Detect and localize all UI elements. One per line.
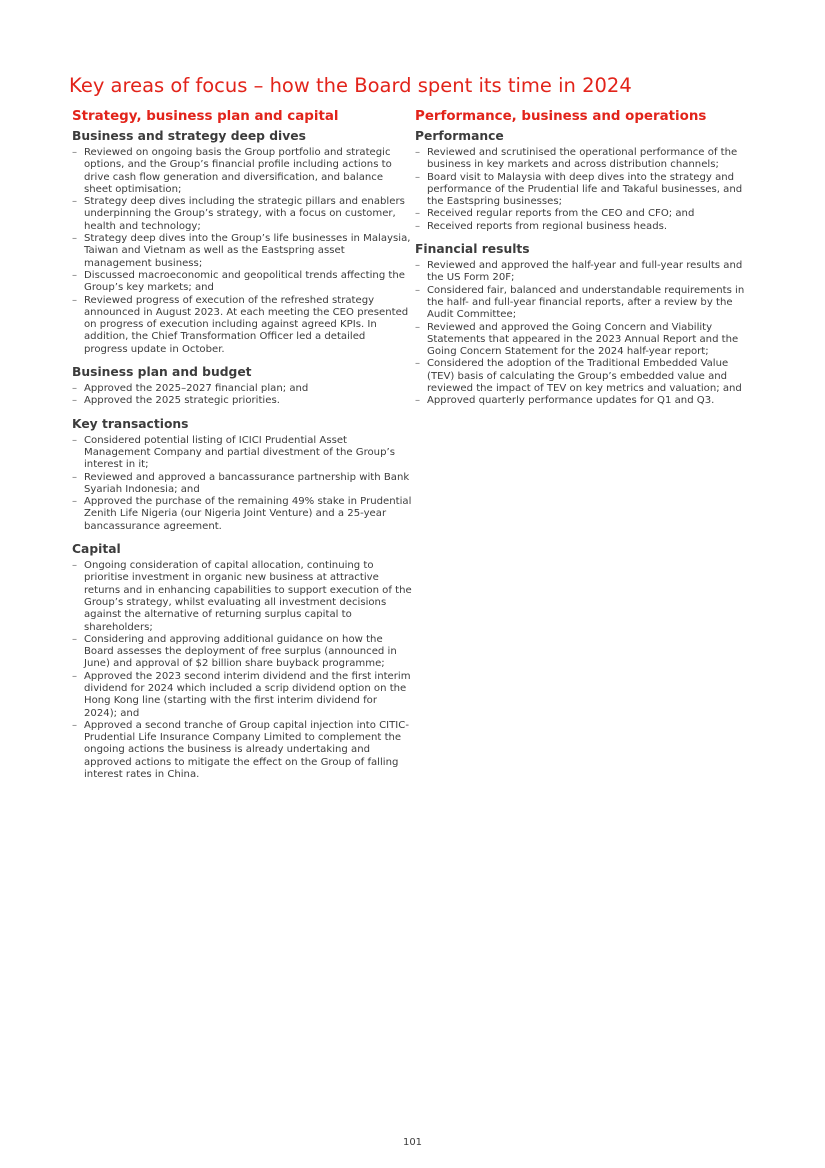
- bullet-item: – Approved the 2025 strategic priorities.: [72, 395, 412, 407]
- bullet-item: – Reviewed and approved a bancassurance partnership with Bank Syariah Indonesia; and: [72, 472, 412, 497]
- subsection-heading: Capital: [72, 542, 121, 557]
- bullet-item: – Reviewed and scrutinised the operational performance of the business in key markets and across distribution channels;: [415, 147, 755, 172]
- bullet-item: – Reviewed on ongoing basis the Group portfolio and strategic options, and the Group’s financial profile including actions to drive cash flow generation and diversification, and balance sheet optimisation;: [72, 147, 412, 196]
- right-column: [415, 108, 755, 416]
- subsection: [72, 416, 412, 533]
- subsection: [72, 541, 412, 781]
- right-column-sections: [415, 128, 755, 408]
- bullet-list: [415, 147, 755, 233]
- bullet-item: – Considered the adoption of the Traditional Embedded Value (TEV) basis of calculating the Group’s embedded value and reviewed the impact of TEV on key metrics and valuation; and: [415, 358, 755, 395]
- bullet-list: [72, 560, 412, 781]
- subsection: [72, 364, 412, 408]
- bullet-item: – Approved quarterly performance updates for Q1 and Q3.: [415, 395, 755, 407]
- bullet-item: – Received regular reports from the CEO and CFO; and: [415, 208, 755, 220]
- subsection-heading: Business plan and budget: [72, 365, 252, 380]
- subsection-heading: Business and strategy deep dives: [72, 129, 306, 143]
- left-column: [72, 108, 412, 789]
- subsection-heading: Performance: [415, 129, 504, 143]
- bullet-item: – Approved a second tranche of Group capital injection into CITIC-Prudential Life Insurance Company Limited to complement the ongoing actions the business is already undertaking and approved actions to mitigate the effect on the Group of falling interest rates in China.: [72, 720, 412, 781]
- left-column-sections: [72, 128, 412, 781]
- bullet-list: [72, 147, 412, 356]
- bullet-item: – Reviewed and approved the half-year and full-year results and the US Form 20F;: [415, 260, 755, 285]
- bullet-item: – Considering and approving additional guidance on how the Board assesses the deployment of free surplus (announced in June) and approval of $2 billion share buyback programme;: [72, 634, 412, 671]
- bullet-item: – Considered fair, balanced and understandable requirements in the half- and full-year financial reports, after a review by the Audit Committee;: [415, 285, 755, 322]
- section-title-performance: Performance, business and operations: [415, 109, 707, 124]
- subsection: [72, 128, 412, 356]
- bullet-item: – Ongoing consideration of capital allocation, continuing to prioritise investment in organic new business at attractive returns and in enhancing capabilities to support execution of the Group’s strategy, whilst evaluating all investment decisions against the alternative of returning surplus capital to shareholders;: [72, 560, 412, 634]
- bullet-item: – Board visit to Malaysia with deep dives into the strategy and performance of the Prudential life and Takaful businesses, and the Eastspring businesses;: [415, 172, 755, 209]
- bullet-item: – Approved the purchase of the remaining 49% stake in Prudential Zenith Life Nigeria (our Nigeria Joint Venture) and a 25-year bancassurance agreement.: [72, 496, 412, 533]
- subsection: [415, 241, 755, 408]
- page-title: Key areas of focus – how the Board spent its time in 2024: [69, 74, 632, 97]
- bullet-list: [72, 383, 412, 408]
- bullet-item: – Considered potential listing of ICICI Prudential Asset Management Company and partial divestment of the Group’s interest in it;: [72, 435, 412, 472]
- section-title-strategy: Strategy, business plan and capital: [72, 109, 339, 124]
- bullet-item: – Reviewed progress of execution of the refreshed strategy announced in August 2023. At each meeting the CEO presented on progress of execution including against agreed KPIs. In addition, the Chief Transformation Officer led a detailed progress update in October.: [72, 295, 412, 356]
- bullet-item: – Strategy deep dives including the strategic pillars and enablers underpinning the Group’s strategy, with a focus on customer, health and technology;: [72, 196, 412, 233]
- bullet-item: – Strategy deep dives into the Group’s life businesses in Malaysia, Taiwan and Vietnam as well as the Eastspring asset management business;: [72, 233, 412, 270]
- bullet-item: – Approved the 2023 second interim dividend and the first interim dividend for 2024 which included a scrip dividend option on the Hong Kong line (starting with the first interim dividend for 2024); and: [72, 671, 412, 720]
- subsection-heading: Key transactions: [72, 416, 189, 431]
- bullet-list: [415, 260, 755, 408]
- bullet-item: – Approved the 2025–2027 financial plan; and: [72, 383, 412, 395]
- bullet-list: [72, 435, 412, 533]
- subsection: [415, 128, 755, 233]
- bullet-item: – Discussed macroeconomic and geopolitical trends affecting the Group’s key markets; and: [72, 270, 412, 295]
- subsection-heading: Financial results: [415, 242, 530, 257]
- bullet-item: – Received reports from regional business heads.: [415, 221, 755, 233]
- bullet-item: – Reviewed and approved the Going Concern and Viability Statements that appeared in the 2023 Annual Report and the Going Concern Statement for the 2024 half-year report;: [415, 322, 755, 359]
- page-number: 101: [402, 1137, 423, 1148]
